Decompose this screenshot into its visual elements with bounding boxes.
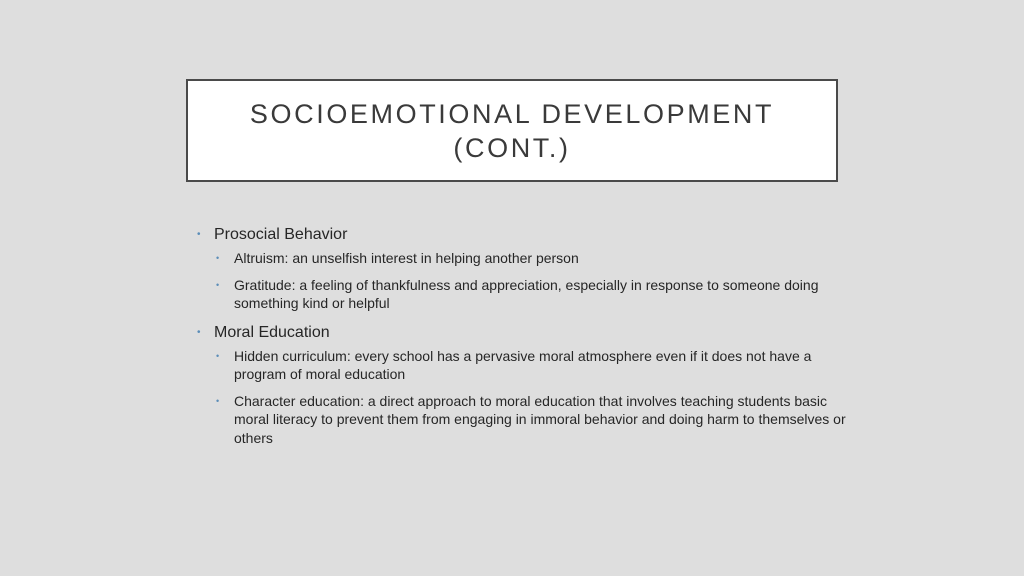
sub-bullet-altruism [196, 249, 846, 268]
sub-bullet-hidden-curriculum [196, 347, 846, 384]
slide-body [196, 223, 846, 455]
bullet-icon: • [197, 229, 201, 240]
bullet-text: Prosocial Behavior [214, 226, 348, 243]
slide-title-line-1: SOCIOEMOTIONAL DEVELOPMENT [249, 98, 775, 129]
sub-bullet-text: Hidden curriculum: every school has a pervasive moral atmosphere even if it does not have a program of moral education [234, 347, 812, 382]
bullet-icon: • [216, 253, 220, 263]
title-box [186, 79, 838, 182]
bullet-icon: • [216, 395, 220, 406]
bullet-prosocial-behavior [196, 223, 846, 247]
sub-bullet-text: Character education: a direct approach to moral education that involves teaching students basic moral literacy to prevent them from engaging in immoral behavior and doing harm to themselves or others [234, 392, 846, 446]
sub-bullet-gratitude [196, 276, 846, 313]
slide-title [250, 97, 774, 165]
sub-bullet-text: Altruism: an unselfish interest in helping another person [234, 250, 579, 266]
sub-bullet-character-education [196, 392, 846, 448]
bullet-icon: • [216, 279, 220, 290]
sub-bullet-text: Gratitude: a feeling of thankfulness and appreciation, especially in response to someone doing something kind or helpful [234, 276, 819, 311]
bullet-moral-education [196, 321, 846, 345]
bullet-icon: • [197, 326, 201, 338]
slide-title-line-2: (CONT.) [453, 132, 571, 163]
bullet-icon: • [216, 350, 220, 361]
bullet-text: Moral Education [214, 323, 330, 341]
